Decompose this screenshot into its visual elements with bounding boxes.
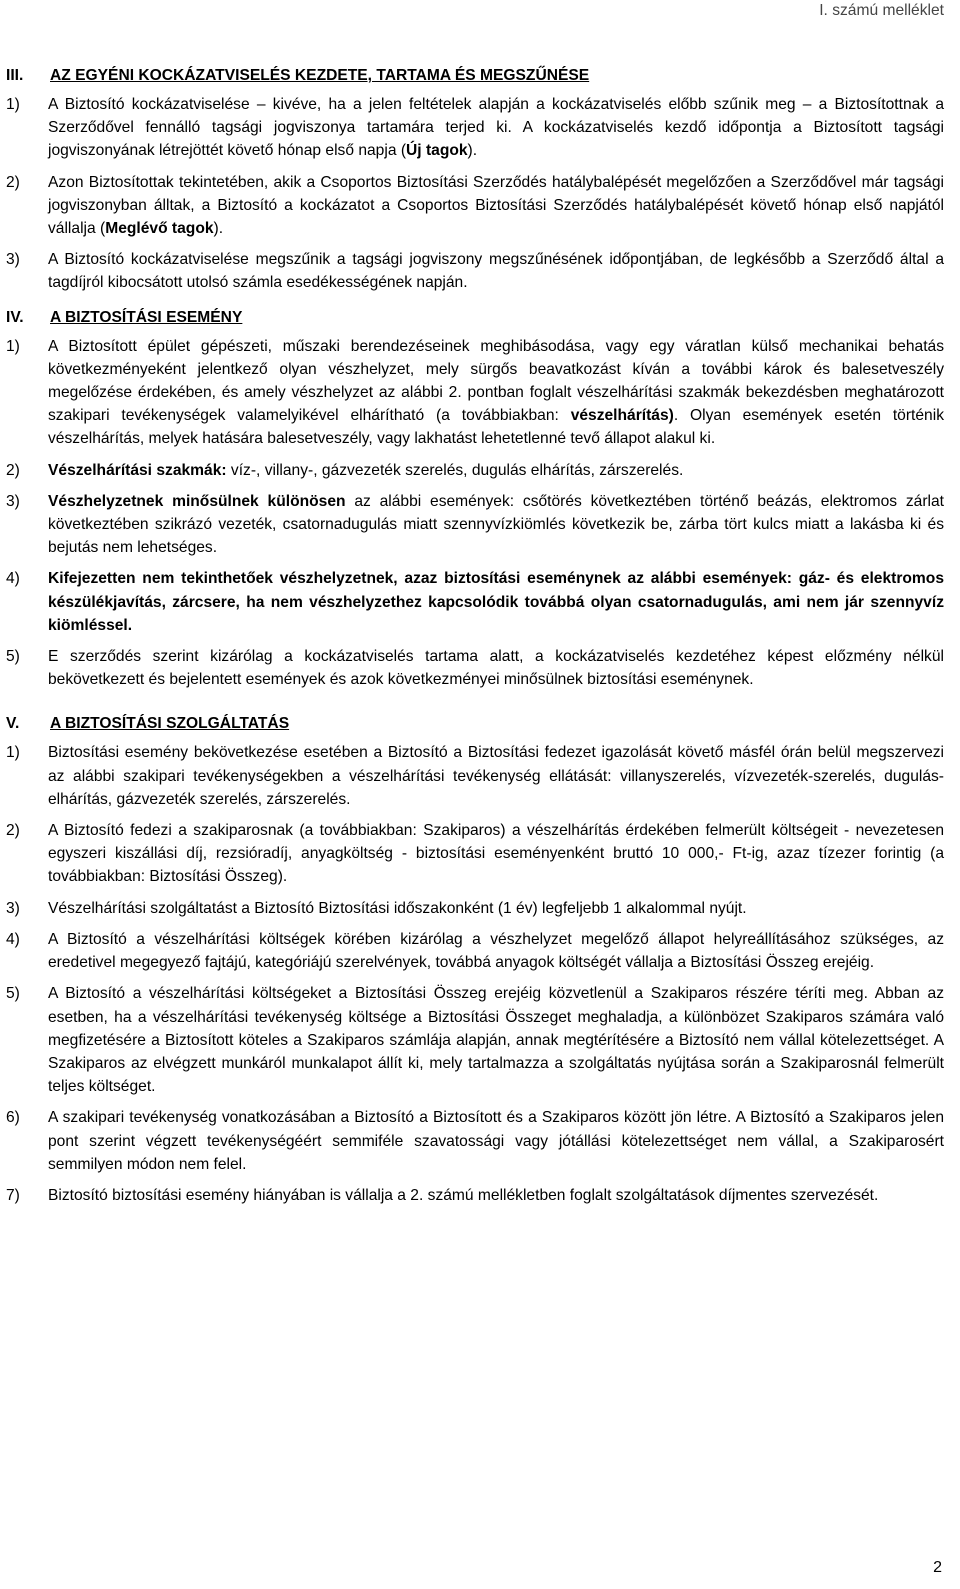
item-text: A Biztosító a vészelhárítási költségek körében kizárólag a vészhelyzet megelőző állapot helyreállításához szükséges, az eredetivel megegyező fajtájú, kategóriájú szerelvények, továbbá anyagok költségét vállalja a Biztosítási Összeg erejéig.	[48, 930, 944, 972]
section-iii	[6, 65, 944, 295]
item-number: 5)	[6, 985, 20, 1003]
item-number: 3)	[6, 899, 20, 917]
item-number: 2)	[6, 173, 20, 191]
section-heading	[6, 713, 944, 735]
item-text: Vészelhárítási szolgáltatást a Biztosító Biztosítási időszakonként (1 év) legfeljebb 1 alkalommal nyújt.	[48, 899, 747, 917]
section-heading	[6, 307, 944, 329]
item-number: 2)	[6, 461, 20, 479]
section-number: IV.	[6, 308, 24, 326]
item-number: 1)	[6, 337, 20, 355]
item-text: A Biztosító fedezi a szakiparosnak (a továbbiakban: Szakiparos) a vészelhárítás érdekében felmerült költségeit - nevezetesen egyszeri kiszállási díj, rezsióradíj, anyagköltség - biztosítási eseményenként bruttó 10 000,- Ft-ig, azaz tízezer forintig (a továbbiakban: Biztosítási Összeg).	[48, 822, 944, 886]
item-text: A Biztosító a vészelhárítási költségeket a Biztosítási Összeg erejéig közvetlenül a Szakiparos részére téríti meg. Abban az esetben, ha a vészelhárítási tevékenység költsége a Biztosítási Összeget meghaladja, a különbözet Szakiparos számára való megfizetésére a Biztosított köteles a Szakiparos számlája alapján, annak megtérítésére a Biztosító nem vállal kötelezettséget. A Szakiparos az elvégzett munkáról munkalapot állít ki, mely tartalmazza a szolgáltatás nyújtása során a Szakiparosnál felmerült teljes költséget.	[48, 985, 944, 1096]
section-number: V.	[6, 715, 20, 733]
section-title: A BIZTOSÍTÁSI SZOLGÁLTATÁS	[50, 715, 290, 733]
list-item	[6, 490, 944, 560]
list-item	[6, 459, 944, 482]
item-number: 2)	[6, 822, 20, 840]
item-number: 7)	[6, 1186, 20, 1204]
item-number: 3)	[6, 251, 20, 269]
list-item	[6, 982, 944, 1098]
item-text: A szakipari tevékenység vonatkozásában a Biztosító a Biztosított és a Szakiparos között jön létre. A Biztosító a Szakiparos jelen pont szerint végzett tevékenységéért semmiféle szavatossági vagy jótállási kötelezettséget nem vállal, a Szakiparosért semmilyen módon nem felel.	[48, 1109, 944, 1173]
list-item	[6, 1106, 944, 1176]
list-item	[6, 171, 944, 241]
section-number: III.	[6, 67, 24, 84]
section-v	[6, 713, 944, 1207]
item-text: Azon Biztosítottak tekintetében, akik a Csoportos Biztosítási Szerződés hatálybalépését megelőzően a Szerződővel már tagsági jogviszonyban álltak, a Biztosító a kockázatot a Csoportos Biztosítási Szerződés hatálybalépését követő hónap első napjától vállalja (Meglévő tagok).	[48, 173, 944, 238]
section-iv	[6, 307, 944, 692]
list-item	[6, 928, 944, 974]
item-number: 1)	[6, 96, 20, 113]
section-title: AZ EGYÉNI KOCKÁZATVISELÉS KEZDETE, TARTAMA ÉS MEGSZŰNÉSE	[50, 67, 590, 84]
item-text: Kifejezetten nem tekinthetőek vészhelyzetnek, azaz biztosítási eseménynek az alábbi események: gáz- és elektromos készülékjavítás, zárcsere, ha nem vészhelyzethez kapcsolódik továbbá olyan csatornadugulás, ami nem jár szennyvíz kiömléssel.	[48, 570, 944, 634]
item-text: A Biztosító kockázatviselése megszűnik a tagsági jogviszony megszűnésének időpontjában, de legkésőbb a Szerződő által a tagdíjról kibocsátott utolsó számla esedékességének napján.	[48, 251, 944, 292]
item-number: 5)	[6, 648, 20, 666]
item-text: Vészhelyzetnek minősülnek különösen az alábbi események: csőtörés következtében történő beázás, elektromos zárlat következtében szikrázó vezeték, csatornadugulás miatt szennyvízkiömlés következik be, zárba tört kulcs miatt a lakásba ki és bejutás nem lehetséges.	[48, 492, 944, 557]
list-item	[6, 93, 944, 163]
list-item	[6, 897, 944, 920]
item-text: Vészelhárítási szakmák: víz-, villany-, gázvezeték szerelés, dugulás elhárítás, zárszerelés.	[48, 461, 684, 479]
list-item	[6, 819, 944, 889]
section-heading	[6, 65, 944, 87]
list-item	[6, 645, 944, 691]
item-number: 4)	[6, 570, 20, 588]
item-number: 6)	[6, 1109, 20, 1127]
item-number: 4)	[6, 930, 20, 948]
item-text: Biztosítási esemény bekövetkezése esetében a Biztosító a Biztosítási fedezet igazolását követő másfél órán belül megszervezi az alábbi szakipari tevékenységekben a vészelhárítási tevékenység ellátását: villanyszerelés, vízvezeték-szerelés, dugulás-elhárítás, gázvezeték szerelés, zárszerelés.	[48, 744, 944, 808]
annex-label: I. számú melléklet	[819, 2, 944, 19]
item-text: A Biztosított épület gépészeti, műszaki berendezéseinek meghibásodása, vagy egy váratlan külső mechanikai behatás következményeként jelentkező olyan vészhelyzet, mely sürgős beavatkozást kíván a további károk és balesetveszély megelőzése érdekében, és amely vészhelyzet az alábbi 2. pontban foglalt vészelhárítási szakmák bekezdésben meghatározott szakipari tevékenységek valamelyikével elhárítható (a továbbiakban: vészelhárítás). Olyan események esetén történik vészelhárítás, melyek hatására balesetveszély, vagy lakhatást lehetetlenné tevő állapot alakul ki.	[48, 337, 944, 448]
page-number: 2	[933, 1559, 942, 1576]
item-text: E szerződés szerint kizárólag a kockázatviselés tartama alatt, a kockázatviselés kezdetéhez képest előzmény nélkül bekövetkezett és bejelentett események és azok következményei minősülnek biztosítási eseménynek.	[48, 648, 944, 689]
document-body	[6, 65, 944, 1207]
item-number: 1)	[6, 744, 20, 762]
list-item	[6, 567, 944, 637]
item-text: A Biztosító kockázatviselése – kivéve, ha a jelen feltételek alapján a kockázatviselés előbb szűnik meg – a Biztosítottnak a Szerződővel fennálló tagsági jogviszonya tartamára terjed ki. A kockázatviselés kezdő időpontja a Biztosított tagsági jogviszonyának létrejöttét követő hónap első napja (Új tagok).	[48, 96, 944, 160]
section-title: A BIZTOSÍTÁSI ESEMÉNY	[50, 308, 243, 326]
list-item	[6, 1184, 944, 1207]
list-item	[6, 248, 944, 294]
list-item	[6, 335, 944, 451]
list-item	[6, 741, 944, 811]
item-number: 3)	[6, 492, 20, 510]
item-text: Biztosító biztosítási esemény hiányában is vállalja a 2. számú mellékletben foglalt szolgáltatások díjmentes szervezését.	[48, 1186, 879, 1204]
